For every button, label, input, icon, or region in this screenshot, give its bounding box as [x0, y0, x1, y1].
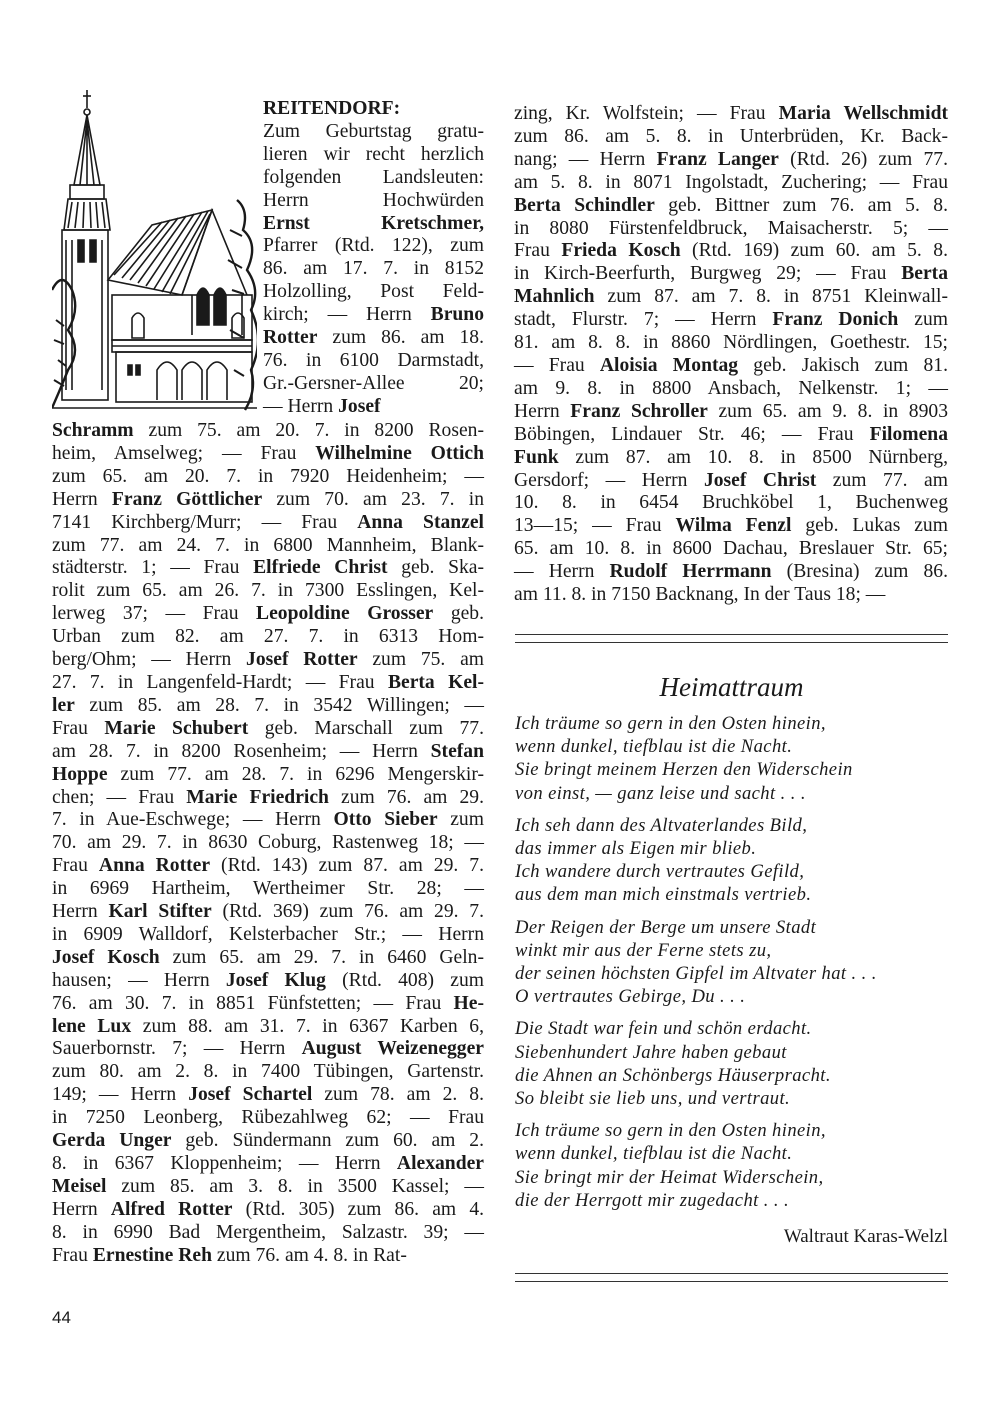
church-illustration-icon: [52, 90, 257, 412]
person-name: Franz Langer: [656, 148, 779, 170]
text-line: nang; — Herrn Franz Langer (Rtd. 26) zum 77.: [514, 148, 949, 170]
text-line: Gersdorf; — Herrn Josef Christ zum 77. am: [514, 469, 948, 491]
poem-verse: der seinen höchsten Gipfel im Altvater hat . . .: [515, 963, 877, 985]
text-line: Herrn Karl Stifter (Rtd. 369) zum 76. am 29. 7.: [52, 901, 484, 923]
text-line: am 9. 8. in 8800 Ansbach, Nelkenstr. 1; —: [514, 377, 948, 399]
text-line: 10. 8. in 6454 Bruchköbel 1, Buchenweg: [514, 492, 948, 514]
text-line: Frau Marie Schubert geb. Marschall zum 77.: [52, 717, 484, 739]
text-line: zing, Kr. Wolfstein; — Frau Maria Wellschmidt: [514, 103, 948, 124]
person-name: Leopoldine Grosser: [256, 603, 434, 625]
poem-verse: Sie bringt meinem Herzen den Widerschein: [515, 759, 853, 781]
text-line: 81. am 8. 8. in 8860 Nördlingen, Goethestr. 15;: [514, 332, 948, 354]
person-name: Anna Stanzel: [357, 511, 485, 533]
person-name: Josef Christ: [703, 469, 817, 491]
person-name: Wilhelmine Ottich: [315, 442, 484, 464]
person-name: Berta: [901, 263, 948, 285]
person-name: Bruno: [430, 304, 484, 326]
text-line: — Herrn Josef: [263, 395, 381, 417]
person-name: Filomena: [869, 423, 948, 445]
text-line: in 8080 Fürstenfeldbruck, Maisacherstr. 5; —: [514, 217, 948, 239]
text-line: Urban zum 82. am 27. 7. in 6313 Hom-: [52, 626, 484, 648]
person-name: Stefan: [430, 740, 484, 762]
text-line: lene Lux zum 88. am 31. 7. in 6367 Karben 6,: [52, 1015, 484, 1037]
person-name: Elfriede Christ: [253, 557, 388, 579]
text-line: Frau Frieda Kosch (Rtd. 169) zum 60. am 5. 8.: [514, 240, 948, 262]
poem-verse: das immer als Eigen mir blieb.: [515, 838, 757, 860]
text-line: Böbingen, Lindauer Str. 46; — Frau Filomena: [514, 423, 948, 445]
poem-stanza: [515, 1017, 948, 1110]
poem-stanza: [515, 1119, 948, 1212]
person-name: Karl Stifter: [108, 901, 212, 923]
text-line: lerweg 37; — Frau Leopoldine Grosser geb.: [52, 603, 485, 625]
text-line: Funk zum 87. am 10. 8. in 8500 Nürnberg,: [514, 446, 948, 468]
text-line: 70. am 29. 7. in 8630 Coburg, Rastenweg 18; —: [52, 832, 484, 854]
text-line: — Frau Aloisia Montag geb. Jakisch zum 81.: [514, 354, 948, 376]
text-line: Josef Kosch zum 65. am 29. 7. in 6460 Geln-: [52, 946, 484, 968]
double-rule-divider-bottom: [515, 1273, 948, 1283]
text-line: zum 80. am 2. 8. in 7400 Tübingen, Gartenstr.: [52, 1061, 484, 1083]
text-line: Meisel zum 85. am 3. 8. in 3500 Kassel; —: [52, 1175, 484, 1197]
text-line: Pfarrer (Rtd. 122), zum: [263, 235, 484, 257]
text-line: 7. in Aue-Eschwege; — Herrn Otto Sieber zum: [52, 809, 484, 831]
person-name: Frieda Kosch: [561, 240, 681, 262]
birthday-list-right-column: [514, 103, 948, 607]
text-line: Herrn Franz Schroller zum 65. am 9. 8. in 8903: [514, 400, 948, 422]
poem-verse: Siebenhundert Jahre haben gebaut: [515, 1041, 787, 1063]
text-line: Zum Geburtstag gratu-: [263, 120, 484, 142]
text-line: in 7250 Leonberg, Rübezahlweg 62; — Frau: [52, 1107, 484, 1129]
text-line: Schramm zum 75. am 20. 7. in 8200 Rosen-: [52, 420, 484, 441]
text-line: 86. am 17. 7. in 8152: [263, 258, 484, 280]
person-name: Ernestine Reh: [92, 1244, 213, 1266]
text-line: Mahnlich zum 87. am 7. 8. in 8751 Kleinwall-: [514, 286, 948, 308]
text-line: hausen; — Herrn Josef Klug (Rtd. 408) zum: [52, 969, 485, 991]
poem-verse: Der Reigen der Berge um unsere Stadt: [515, 916, 817, 938]
poem-stanza: [515, 712, 948, 805]
text-line: in Kirch-Beerfurth, Burgweg 29; — Frau Berta: [514, 263, 948, 285]
text-line: chen; — Frau Marie Friedrich zum 76. am 29.: [52, 786, 485, 808]
poem-title: Heimattraum: [659, 672, 804, 702]
person-name: August Weizenegger: [301, 1038, 484, 1060]
poem-verse: Ich träume so gern in den Osten hinein,: [515, 713, 826, 734]
person-name: Rudolf Herrmann: [609, 561, 772, 583]
text-line: ler zum 85. am 28. 7. in 3542 Willingen; —: [52, 694, 484, 716]
person-name: lene Lux: [52, 1015, 132, 1037]
text-line: lieren wir recht herzlich: [263, 143, 484, 165]
text-line: 8. in 6990 Bad Mergentheim, Salzastr. 39; —: [52, 1221, 484, 1243]
poem-verse: die der Herrgott mir zugedacht . . .: [515, 1189, 789, 1211]
text-line: städterstr. 1; — Frau Elfriede Christ geb. Ska-: [52, 557, 484, 579]
text-line: zum 77. am 24. 7. in 6800 Mannheim, Blank-: [52, 534, 484, 556]
text-line: 76. in 6100 Darmstadt,: [263, 349, 484, 371]
person-name: Marie Friedrich: [186, 786, 329, 808]
person-name: Josef Kosch: [52, 946, 160, 968]
person-name: Franz Göttlicher: [111, 488, 263, 510]
poem-verse: von einst, — ganz leise und sacht . . .: [515, 782, 806, 804]
text-line: Holzolling, Post Feld-: [263, 281, 484, 303]
text-line: Herrn Alfred Rotter (Rtd. 305) zum 86. am 4.: [52, 1198, 485, 1220]
person-name: Hoppe: [52, 763, 108, 785]
poem-verse: Ich seh dann des Altvaterlandes Bild,: [515, 814, 808, 836]
text-line: am 11. 8. in 7150 Backnang, In der Taus 18; —: [514, 584, 886, 606]
person-name: Funk: [514, 446, 559, 468]
text-line: 7141 Kirchberg/Murr; — Frau Anna Stanzel: [52, 511, 485, 533]
text-line: folgenden Landsleuten:: [263, 166, 484, 188]
birthday-list-left-column: [52, 420, 484, 1268]
poem-stanza: [515, 916, 948, 1009]
poem-stanza: [515, 814, 948, 907]
poem-verse: O vertrautes Gebirge, Du . . .: [515, 986, 746, 1008]
text-line: heim, Amselweg; — Frau Wilhelmine Ottich: [52, 442, 484, 464]
person-name: Franz Donich: [772, 309, 899, 331]
text-line: — Herrn Rudolf Herrmann (Bresina) zum 86.: [514, 561, 948, 583]
text-line: Gerda Unger geb. Sündermann zum 60. am 2.: [52, 1130, 485, 1152]
text-line: in 6909 Walldorf, Kelsterbacher Str.; — Herrn: [52, 923, 484, 945]
poem-verse: wenn dunkel, tiefblau ist die Nacht.: [515, 736, 793, 758]
text-line: 8. in 6367 Kloppenheim; — Herrn Alexander: [52, 1153, 484, 1174]
person-name: Gerda Unger: [52, 1130, 172, 1152]
text-line: stadt, Flurstr. 7; — Herrn Franz Donich zum: [514, 309, 949, 331]
person-name: Franz Schroller: [570, 400, 708, 422]
person-name: Schramm: [52, 420, 134, 441]
person-name: Wilma Fenzl: [675, 515, 792, 537]
text-line: zum 65. am 20. 7. in 7920 Heidenheim; —: [52, 465, 484, 487]
person-name: Anna Rotter: [98, 855, 211, 877]
person-name: Josef Rotter: [246, 649, 358, 671]
person-name: Aloisia Montag: [599, 354, 739, 376]
text-line: Frau Anna Rotter (Rtd. 143) zum 87. am 29. 7.: [52, 855, 484, 877]
intro-text: [263, 121, 484, 419]
poem-verse: Die Stadt war fein und schön erdacht.: [515, 1018, 812, 1040]
page-number: 44: [52, 1308, 71, 1327]
text-line: Berta Schindler geb. Bittner zum 76. am 5. 8.: [514, 194, 949, 216]
poem-author: Waltraut Karas-Welzl: [783, 1226, 948, 1247]
person-name: Berta Schindler: [514, 194, 655, 216]
article-heading: REITENDORF:: [263, 98, 401, 119]
poem-verse: Ich wandere durch vertrautes Gefild,: [515, 861, 805, 883]
text-line: zum 86. am 5. 8. in Unterbrüden, Kr. Back-: [514, 125, 948, 147]
text-line: in 6969 Hartheim, Wertheimer Str. 28; —: [52, 878, 484, 900]
person-name: He-: [453, 992, 484, 1014]
person-name: Ernst Kretschmer,: [263, 212, 484, 234]
text-line: 27. 7. in Langenfeld-Hardt; — Frau Berta Kel-: [52, 671, 484, 693]
text-line: Frau Ernestine Reh zum 76. am 4. 8. in Rat-: [52, 1244, 407, 1266]
person-name: Rotter: [263, 327, 318, 349]
poem-body: [515, 712, 948, 1221]
text-line: 65. am 10. 8. in 8600 Dachau, Breslauer Str. 65;: [514, 538, 948, 560]
text-line: 149; — Herrn Josef Schartel zum 78. am 2. 8.: [52, 1084, 484, 1106]
poem-verse: die Ahnen an Schönbergs Häuserpracht.: [515, 1064, 831, 1086]
person-name: Otto Sieber: [333, 809, 438, 831]
text-line: Herrn Hochwürden: [263, 189, 484, 211]
poem-verse: aus dem man mich einstmals vertrieb.: [515, 884, 812, 906]
person-name: Josef Klug: [225, 969, 326, 991]
person-name: Josef Schartel: [188, 1084, 313, 1106]
text-line: berg/Ohm; — Herrn Josef Rotter zum 75. am: [52, 649, 485, 671]
text-line: Herrn Franz Göttlicher zum 70. am 23. 7. in: [52, 488, 484, 510]
poem-verse: Ich träume so gern in den Osten hinein,: [515, 1120, 826, 1142]
article-intro: [263, 98, 484, 419]
text-line: Gr.-Gersner-Allee 20;: [263, 372, 484, 394]
person-name: Alfred Rotter: [110, 1198, 233, 1220]
poem-verse: So bleibt sie lieb uns, und vertraut.: [515, 1088, 791, 1110]
person-name: Mahnlich: [514, 286, 595, 308]
poem-verse: winkt mir aus der Ferne stets zu,: [515, 939, 772, 961]
text-line: Rotter zum 86. am 18.: [263, 327, 484, 349]
person-name: Marie Schubert: [104, 717, 249, 739]
text-line: am 28. 7. in 8200 Rosenheim; — Herrn Stefan: [52, 740, 484, 762]
text-line: kirch; — Herrn Bruno: [263, 304, 484, 326]
text-line: rolit zum 65. am 26. 7. in 7300 Esslingen, Kel-: [52, 580, 484, 602]
person-name: Alexander: [396, 1153, 484, 1174]
text-line: am 5. 8. in 8071 Ingolstadt, Zuchering; — Frau: [514, 171, 948, 193]
text-line: Hoppe zum 77. am 28. 7. in 6296 Mengerskir-: [52, 763, 484, 785]
person-name: Maria Wellschmidt: [778, 103, 948, 124]
text-line: [263, 213, 484, 236]
text-line: Sauerbornstr. 7; — Herrn August Weizenegger: [52, 1038, 484, 1060]
person-name: Berta Kel-: [387, 671, 484, 693]
text-line: 13—15; — Frau Wilma Fenzl geb. Lukas zum: [514, 515, 948, 537]
text-line: 76. am 30. 7. in 8851 Fünfstetten; — Frau He-: [52, 992, 484, 1014]
double-rule-divider: [515, 634, 948, 644]
poem-verse: wenn dunkel, tiefblau ist die Nacht.: [515, 1143, 793, 1165]
poem-verse: Sie bringt mir der Heimat Widerschein,: [515, 1166, 824, 1188]
person-name: Josef: [338, 395, 381, 417]
person-name: Meisel: [52, 1175, 107, 1197]
person-name: ler: [52, 694, 75, 716]
